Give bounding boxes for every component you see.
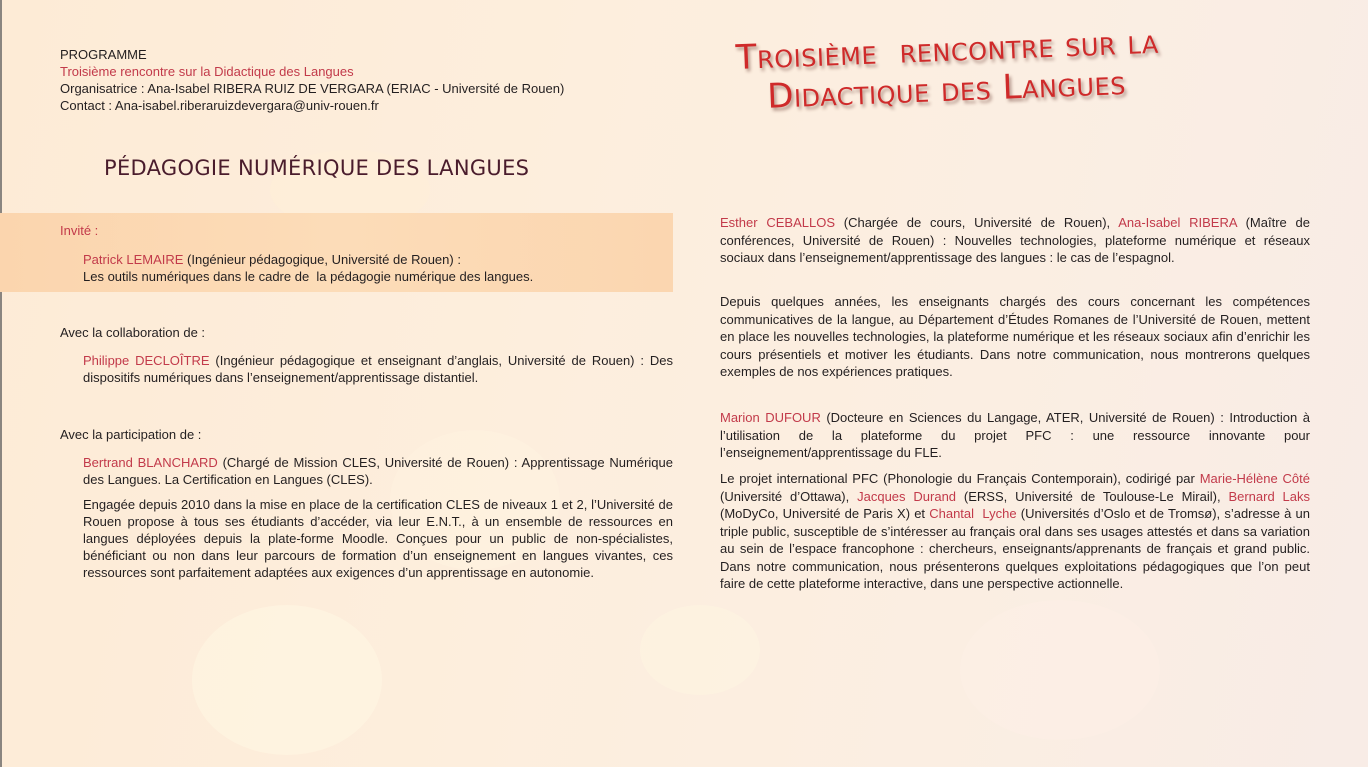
section-heading: PÉDAGOGIE NUMÉRIQUE DES LANGUES (104, 156, 530, 180)
speaker-name: Ana-Isabel RIBERA (1118, 215, 1237, 230)
bokeh-decoration (192, 605, 382, 755)
speaker-name: Patrick LEMAIRE (83, 252, 184, 267)
abstract-text: (MoDyCo, Université de Paris X) et (720, 506, 930, 521)
participation-entry (83, 454, 673, 488)
collaboration-entry (83, 352, 673, 386)
collaboration-label: Avec la collaboration de : (60, 325, 206, 340)
invite-entry (83, 251, 663, 285)
bokeh-decoration (640, 605, 760, 695)
abstract-text: (Université d’Ottawa), (720, 488, 858, 504)
event-title (735, 18, 1258, 118)
organizer-line: Organisatrice : Ana-Isabel RIBERA RUIZ DE VERGARA (ERIAC - Université de Rouen) (60, 81, 565, 96)
speaker-name: Marion DUFOUR (720, 410, 821, 425)
speaker-details: (Docteure en Sciences du Langage, ATER, Université de Rouen) : Introduction à l’utilisation de la plateforme du projet PFC : une ressource innovante pour l’enseignement/apprentissage du FLE. (720, 410, 1310, 460)
contact-line: Contact : Ana-isabel.riberaruizdevergara@univ-rouen.fr (60, 98, 379, 113)
talk-ceballos-ribera (720, 214, 1310, 267)
programme-label: PROGRAMME (60, 47, 147, 62)
participation-label: Avec la participation de : (60, 427, 202, 442)
event-title-line2: Didactique des Langues (766, 63, 1127, 117)
speaker-details: (Ingénieur pédagogique et enseignant d’anglais, Université de Rouen) : Des dispositifs numériques dans l’enseignement/apprentissage distantiel. (83, 353, 673, 385)
speaker-details: (Chargé de Mission CLES, Université de Rouen) : Apprentissage Numérique des Langues. La Certification en Langues (CLES). (83, 455, 673, 487)
invite-label: Invité : (60, 223, 99, 238)
person-name: Marie-Hélène Côté (1199, 471, 1311, 486)
talk-ceballos-ribera-abstract: Depuis quelques années, les enseignants chargés des cours concernant les compétences communicatives de la langue, au Département d’Études Romanes de l’Université de Rouen, mettent en place les nouvelles technologies, la plateforme numérique et les réseaux sociaux afin d’enrichir les cours présentiels et motiver les étudiants. Dans notre communication, nous montrerons quelques exemples de nos expériences pratiques. (720, 294, 1310, 379)
abstract-text: (Universités d’Oslo et de Tromsø), s’adresse à un triple public, susceptible de s’intéresser au français oral dans ses usages attestés et dans sa variation au sein de l’espace francophone : chercheurs, enseignants/apprenants de français et grand public. Dans notre communication, nous présenterons quelques exploitations pédagogiques que l’on peut faire de cette plateforme interactive, dans une perspective actionnelle. (720, 506, 1310, 591)
event-name: Troisième rencontre sur la Didactique des Langues (60, 64, 354, 79)
speaker-role: (Ingénieur pédagogique, Université de Rouen) : (183, 252, 461, 267)
speaker-name: Bertrand BLANCHARD (83, 455, 218, 470)
person-name: Chantal Lyche (929, 506, 1017, 521)
speaker-name: Esther CEBALLOS (720, 215, 835, 230)
speaker-details: (Chargée de cours, Université de Rouen), (834, 215, 1119, 230)
event-title-line1: Troisième rencontre sur la (735, 21, 1160, 78)
talk-title: Les outils numériques dans le cadre de la pédagogie numérique des langues. (83, 269, 534, 284)
bokeh-decoration (960, 600, 1160, 740)
person-name: Jacques Durand (857, 488, 957, 504)
participation-abstract: Engagée depuis 2010 dans la mise en place de la certification CLES de niveaux 1 et 2, l’Université de Rouen propose à tous ses étudiants d’accéder, via leur E.N.T., à un ensemble de ressources en langues déployées depuis la plate-forme Moodle. Conçues pour un public de non-spécialistes, bénéficiant ou non dans leur parcours de formation d’un enseignement en langues vivantes, ces ressources sont parfaitement adaptées aux exigences d’un apprentissage en autonomie. (83, 497, 673, 580)
talk-dufour (720, 409, 1310, 462)
speaker-name: Philippe DECLOÎTRE (83, 353, 210, 368)
person-name: Bernard Laks (1228, 488, 1311, 504)
programme-header (60, 46, 564, 114)
abstract-text: Le projet international PFC (Phonologie du Français Contemporain), codirigé par (720, 471, 1200, 486)
speaker-details: (Maître de conférences, Université de Rouen) : Nouvelles technologies, plateforme numérique et réseaux sociaux dans l’enseignement/apprentissage des langues : le cas de l’espagnol. (720, 215, 1310, 265)
abstract-text: (ERSS, Université de Toulouse-Le Mirail), (956, 488, 1229, 504)
left-border (0, 0, 2, 767)
talk-dufour-abstract (720, 470, 1310, 593)
